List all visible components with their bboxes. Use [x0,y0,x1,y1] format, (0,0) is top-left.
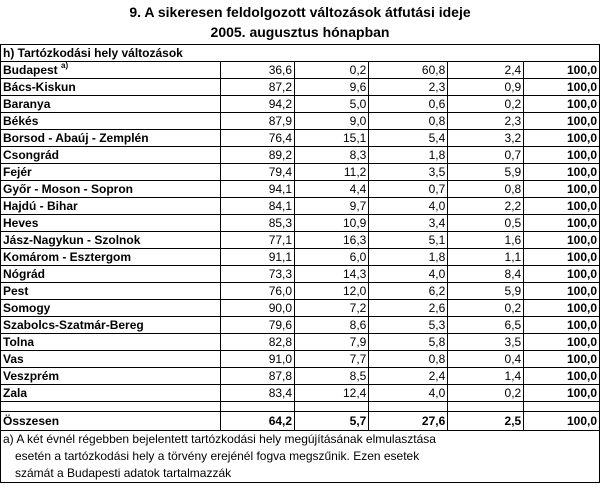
county-name: Somogy [3,301,51,315]
spacer-cell [448,402,524,412]
footnote-text: esetén a tartózkodási hely a törvény erejénél fogva megszűnik. Ezen esetek [1,448,600,465]
total-row [1,412,600,431]
value-cell: 76,4 [220,130,294,147]
table-row [1,130,600,147]
county-name: Fejér [3,165,32,179]
value-cell: 1,8 [369,147,448,164]
value-cell: 0,8 [369,351,448,368]
footnote-text: számát a Budapesti adatok tartalmazzák [1,465,600,483]
value-cell: 85,3 [220,215,294,232]
table-row [1,266,600,283]
total-value-cell: 5,7 [295,412,369,431]
value-cell: 5,9 [448,283,524,300]
data-table [0,44,600,483]
row-total-cell: 100,0 [524,266,600,283]
county-name: Győr - Moson - Sopron [3,182,133,196]
value-cell: 5,0 [295,96,369,113]
value-cell: 83,4 [220,385,294,402]
footnote-text: a) A két évnél régebben bejelentett tartózkodási hely megújításának elmulasztása [1,431,600,449]
spacer-row [1,402,600,412]
row-total-cell: 100,0 [524,62,600,79]
spacer-cell [295,402,369,412]
county-name-cell [1,96,221,113]
value-cell: 2,4 [369,368,448,385]
row-total-cell: 100,0 [524,96,600,113]
value-cell: 77,1 [220,232,294,249]
county-name: Tolna [3,335,35,349]
value-cell: 0,2 [448,385,524,402]
county-name-cell [1,147,221,164]
table-row [1,334,600,351]
table-subtitle: 2005. augusztus hónapban [210,24,390,40]
section-label: h) Tartózkodási hely változások [1,45,600,62]
value-cell: 0,6 [369,96,448,113]
value-cell: 79,6 [220,317,294,334]
table-row [1,249,600,266]
value-cell: 5,4 [369,130,448,147]
county-name: Komárom - Esztergom [3,250,132,264]
value-cell: 3,4 [369,215,448,232]
value-cell: 4,4 [295,181,369,198]
table-title: 9. A sikeresen feldolgozott változások átfutási ideje [129,4,471,20]
value-cell: 8,3 [295,147,369,164]
total-value-cell: 100,0 [524,412,600,431]
value-cell: 2,6 [369,300,448,317]
table-row [1,113,600,130]
county-name: Békés [3,114,39,128]
table-row [1,215,600,232]
row-total-cell: 100,0 [524,232,600,249]
value-cell: 9,0 [295,113,369,130]
county-name: Borsod - Abaúj - Zemplén [3,131,149,145]
value-cell: 84,1 [220,198,294,215]
footnote-row [1,465,600,483]
value-cell: 91,1 [220,249,294,266]
county-name: Nógrád [3,267,45,281]
table-row [1,62,600,79]
value-cell: 4,0 [369,198,448,215]
row-total-cell: 100,0 [524,283,600,300]
value-cell: 2,2 [448,198,524,215]
value-cell: 0,9 [448,79,524,96]
county-name-cell [1,317,221,334]
value-cell: 6,2 [369,283,448,300]
total-value-cell: 2,5 [448,412,524,431]
spacer-cell [1,402,221,412]
footnote-row [1,431,600,449]
value-cell: 4,0 [369,266,448,283]
table-row [1,232,600,249]
county-name: Heves [3,216,39,230]
value-cell: 0,7 [369,181,448,198]
value-cell: 89,2 [220,147,294,164]
value-cell: 5,3 [369,317,448,334]
value-cell: 1,8 [369,249,448,266]
value-cell: 0,8 [448,181,524,198]
county-name-cell [1,351,221,368]
table-row [1,368,600,385]
total-value-cell: 64,2 [220,412,294,431]
row-total-cell: 100,0 [524,215,600,232]
value-cell: 4,0 [369,385,448,402]
county-name-cell [1,249,221,266]
value-cell: 2,3 [369,79,448,96]
value-cell: 5,1 [369,232,448,249]
county-name-cell [1,113,221,130]
value-cell: 7,2 [295,300,369,317]
table-row [1,317,600,334]
value-cell: 2,3 [448,113,524,130]
value-cell: 0,4 [448,351,524,368]
table-row [1,300,600,317]
county-name-cell [1,130,221,147]
table-row [1,198,600,215]
value-cell: 87,9 [220,113,294,130]
value-cell: 14,3 [295,266,369,283]
row-total-cell: 100,0 [524,368,600,385]
section-header-row [1,45,600,62]
county-name: Vas [3,352,24,366]
county-name: Hajdú - Bihar [3,199,78,213]
county-name-cell [1,232,221,249]
value-cell: 82,8 [220,334,294,351]
value-cell: 12,0 [295,283,369,300]
row-total-cell: 100,0 [524,385,600,402]
value-cell: 7,7 [295,351,369,368]
value-cell: 9,6 [295,79,369,96]
value-cell: 1,4 [448,368,524,385]
value-cell: 3,5 [369,164,448,181]
value-cell: 1,6 [448,232,524,249]
county-name: Baranya [3,97,51,111]
county-name-cell [1,266,221,283]
table-row [1,147,600,164]
value-cell: 11,2 [295,164,369,181]
table-row [1,96,600,113]
row-total-cell: 100,0 [524,113,600,130]
value-cell: 5,9 [448,164,524,181]
row-total-cell: 100,0 [524,147,600,164]
row-total-cell: 100,0 [524,164,600,181]
county-name: Budapest [3,63,58,77]
value-cell: 15,1 [295,130,369,147]
value-cell: 73,3 [220,266,294,283]
value-cell: 87,8 [220,368,294,385]
county-name: Csongrád [3,148,60,162]
row-total-cell: 100,0 [524,351,600,368]
spacer-cell [220,402,294,412]
row-total-cell: 100,0 [524,130,600,147]
row-total-cell: 100,0 [524,79,600,96]
county-name-cell [1,334,221,351]
table-row [1,385,600,402]
county-name: Jász-Nagykun - Szolnok [3,233,141,247]
row-total-cell: 100,0 [524,249,600,266]
value-cell: 0,2 [448,96,524,113]
value-cell: 0,5 [448,215,524,232]
spacer-cell [524,402,600,412]
value-cell: 1,1 [448,249,524,266]
value-cell: 79,4 [220,164,294,181]
county-name-cell [1,215,221,232]
spacer-cell [369,402,448,412]
table-row [1,181,600,198]
value-cell: 91,0 [220,351,294,368]
value-cell: 60,8 [369,62,448,79]
row-total-cell: 100,0 [524,181,600,198]
footnote-row [1,448,600,465]
data-table-body [1,45,600,483]
value-cell: 9,7 [295,198,369,215]
value-cell: 0,2 [295,62,369,79]
value-cell: 10,9 [295,215,369,232]
county-name-cell [1,368,221,385]
county-name-cell [1,164,221,181]
county-name-cell [1,62,221,79]
value-cell: 5,8 [369,334,448,351]
value-cell: 94,1 [220,181,294,198]
value-cell: 6,5 [448,317,524,334]
row-total-cell: 100,0 [524,198,600,215]
total-label: Összesen [1,412,221,431]
value-cell: 94,2 [220,96,294,113]
value-cell: 36,6 [220,62,294,79]
table-row [1,164,600,181]
value-cell: 2,4 [448,62,524,79]
value-cell: 87,2 [220,79,294,96]
county-name-cell [1,283,221,300]
county-name: Szabolcs-Szatmár-Bereg [3,318,144,332]
table-row [1,283,600,300]
value-cell: 76,0 [220,283,294,300]
table-row [1,79,600,96]
county-name: Bács-Kiskun [3,80,76,94]
row-total-cell: 100,0 [524,317,600,334]
county-name: Pest [3,284,29,298]
value-cell: 8,4 [448,266,524,283]
row-total-cell: 100,0 [524,300,600,317]
table-row [1,351,600,368]
value-cell: 6,0 [295,249,369,266]
value-cell: 3,5 [448,334,524,351]
value-cell: 12,4 [295,385,369,402]
value-cell: 7,9 [295,334,369,351]
county-name-cell [1,79,221,96]
county-name-cell [1,198,221,215]
county-name-cell [1,385,221,402]
value-cell: 16,3 [295,232,369,249]
value-cell: 0,8 [369,113,448,130]
footnote-marker: a) [61,61,69,70]
value-cell: 90,0 [220,300,294,317]
county-name-cell [1,300,221,317]
county-name: Zala [3,386,28,400]
row-total-cell: 100,0 [524,334,600,351]
value-cell: 8,5 [295,368,369,385]
value-cell: 8,6 [295,317,369,334]
county-name: Veszprém [3,369,60,383]
county-name-cell [1,181,221,198]
value-cell: 0,2 [448,300,524,317]
value-cell: 0,7 [448,147,524,164]
value-cell: 3,2 [448,130,524,147]
total-value-cell: 27,6 [369,412,448,431]
